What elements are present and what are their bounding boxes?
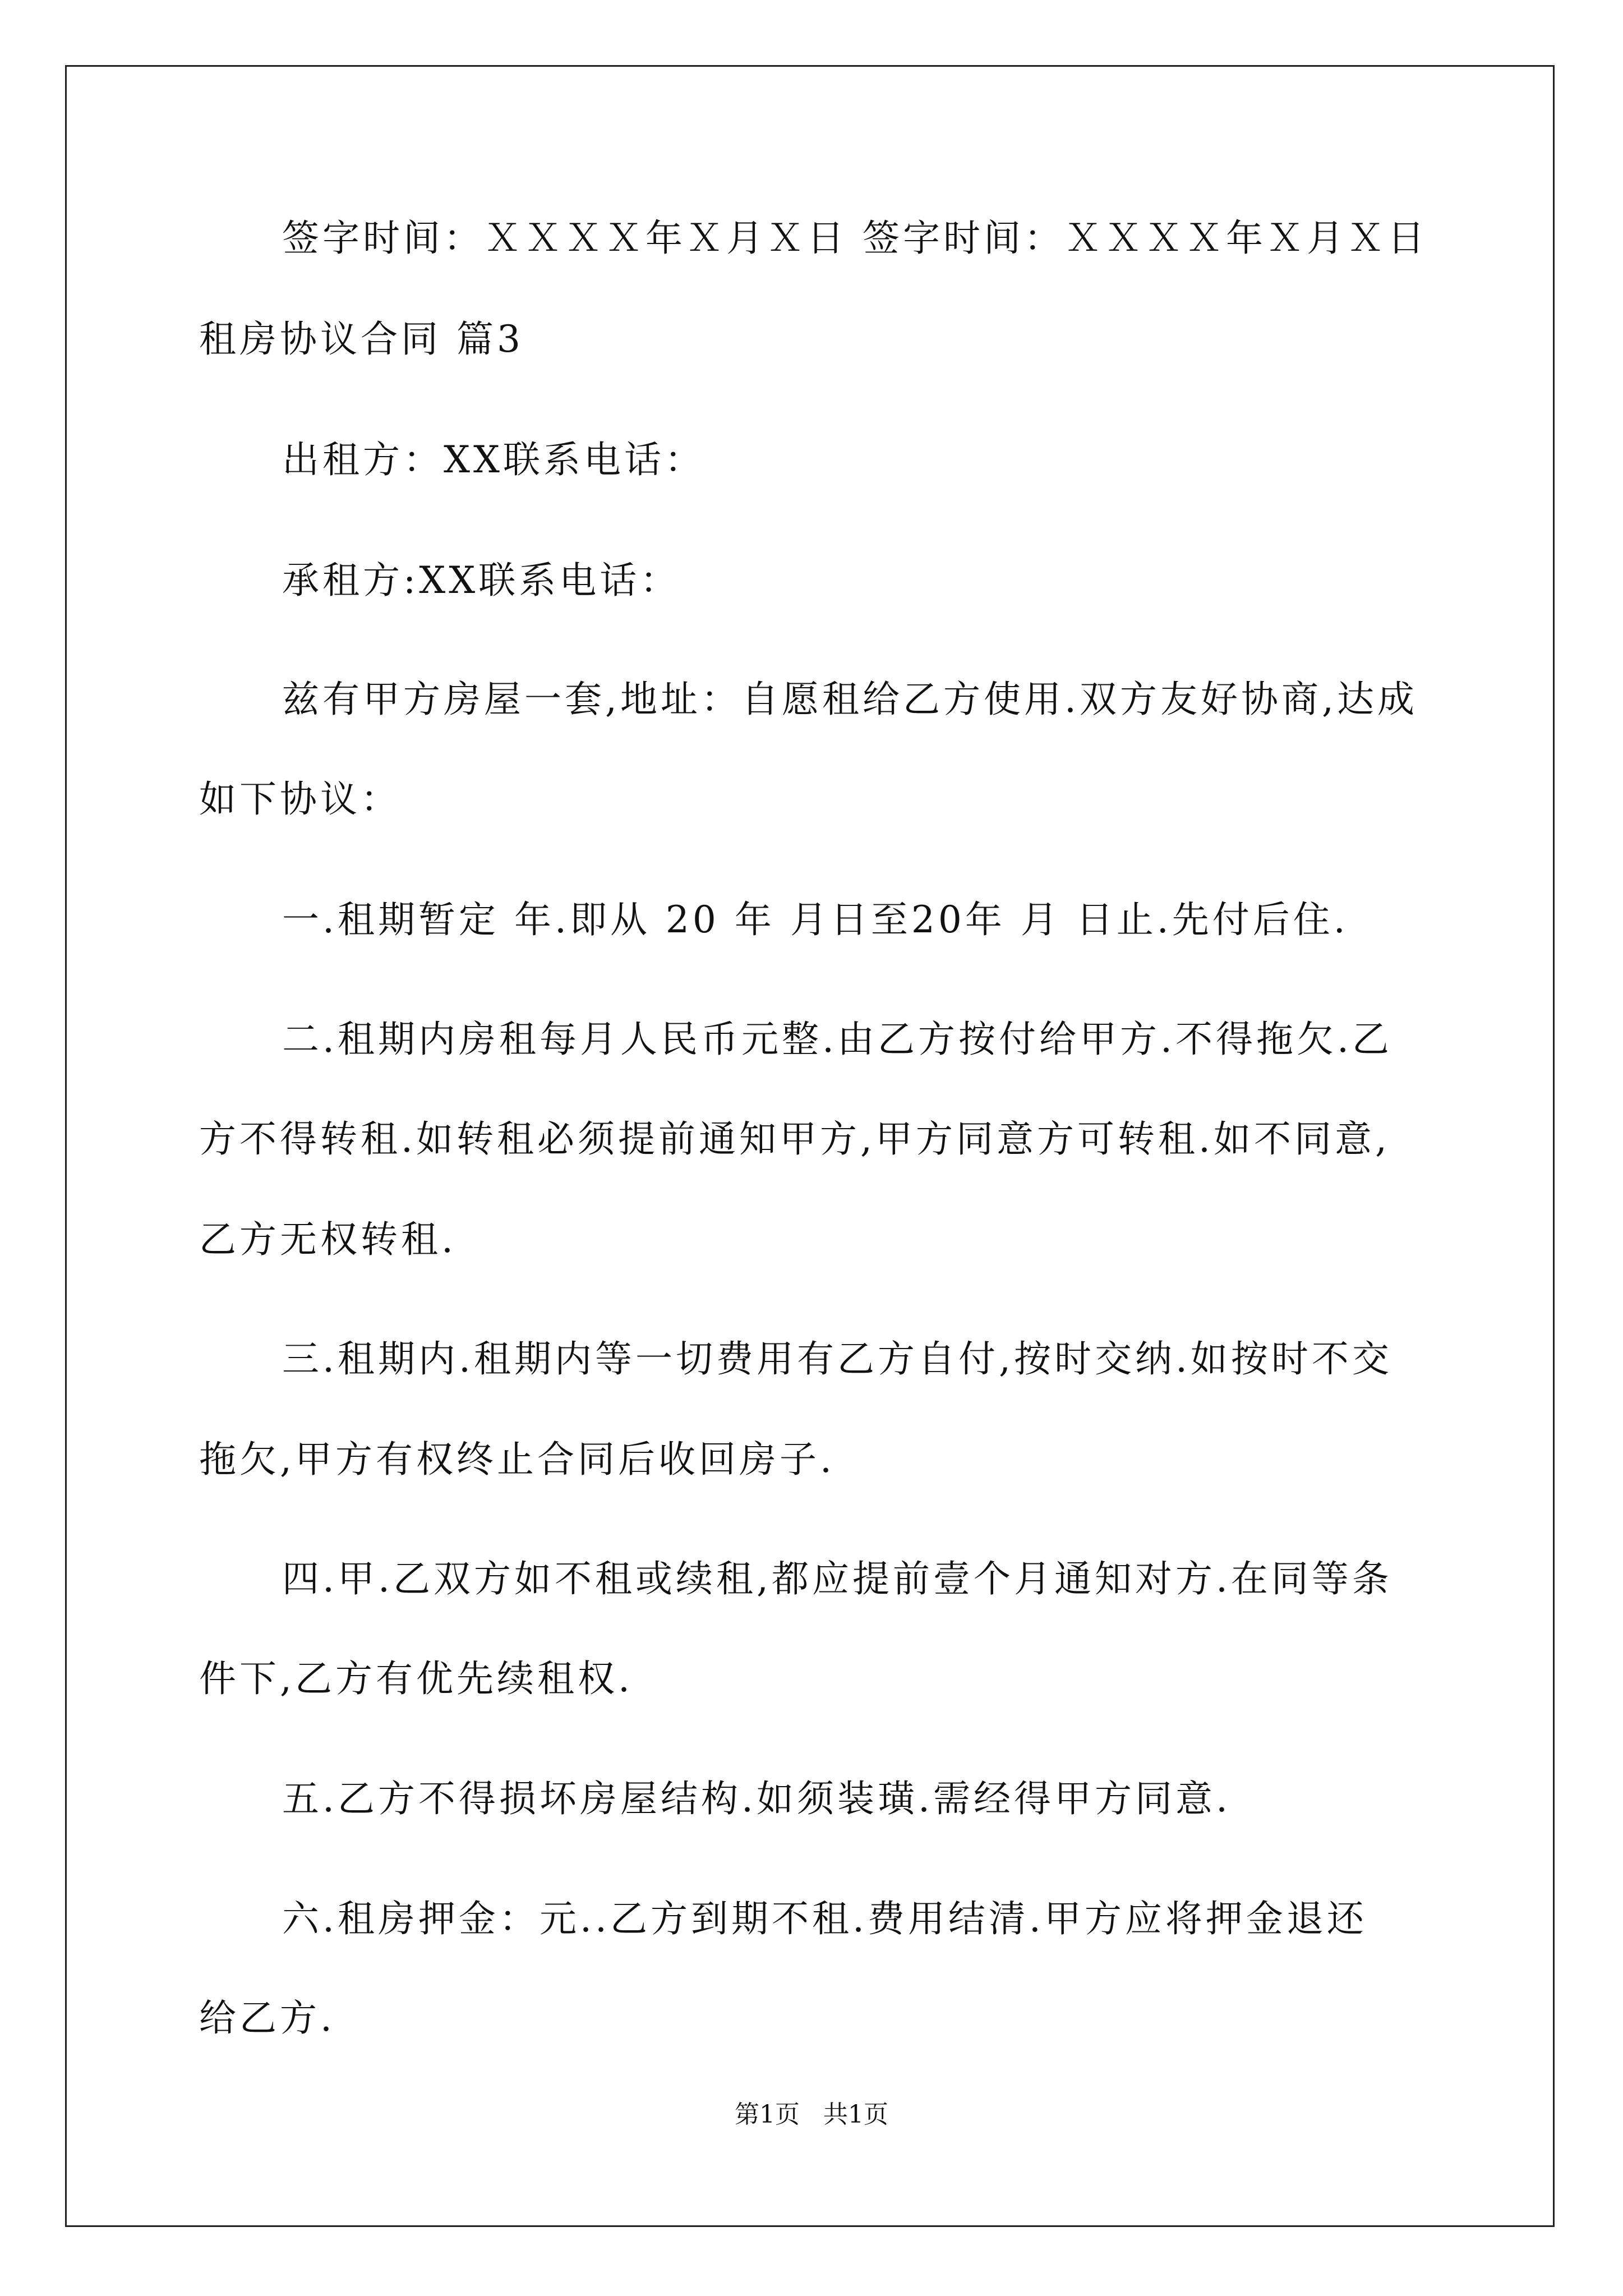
clause-2-line-2: 方不得转租.如转租必须提前通知甲方,甲方同意方可转租.如不同意, (199, 1117, 1390, 1161)
clause-3-line-1: 三.租期内.租期内等一切费用有乙方自付,按时交纳.如按时不交 (282, 1337, 1393, 1381)
page-footer: 第1页 共1页 (735, 2100, 888, 2129)
clause-6-line-2: 给乙方. (199, 1996, 335, 2040)
clause-2-line-3: 乙方无权转租. (199, 1218, 457, 1261)
clause-2-line-1: 二.租期内房租每月人民币元整.由乙方按付给甲方.不得拖欠.乙 (282, 1018, 1393, 1061)
clause-4-line-2: 件下,乙方有优先续租权. (199, 1657, 633, 1700)
clause-4-line-1: 四.甲.乙双方如不租或续租,都应提前壹个月通知对方.在同等条 (282, 1557, 1393, 1600)
paragraph-intro-line-2: 如下协议： (199, 777, 401, 821)
section-heading: 租房协议合同 篇3 (199, 318, 524, 361)
signature-time-line: 签字时间：ＸＸＸＸ年Ｘ月Ｘ日 签字时间：ＸＸＸＸ年Ｘ月Ｘ日 (282, 217, 1428, 260)
clause-3-line-2: 拖欠,甲方有权终止合同后收回房子. (199, 1438, 835, 1481)
lessor-line: 出租方：XX联系电话： (282, 438, 705, 481)
clause-6-line-1: 六.租房押金：元..乙方到期不租.费用结清.甲方应将押金退还 (282, 1897, 1367, 1940)
paragraph-intro-line-1: 兹有甲方房屋一套,地址：自愿租给乙方使用.双方友好协商,达成 (282, 678, 1418, 721)
clause-5: 五.乙方不得损坏房屋结构.如须装璜.需经得甲方同意. (282, 1777, 1231, 1820)
clause-1: 一.租期暂定 年.即从 20 年 月日至20年 月 日止.先付后住. (282, 898, 1349, 941)
lessee-line: 承租方:XX联系电话： (282, 559, 681, 602)
